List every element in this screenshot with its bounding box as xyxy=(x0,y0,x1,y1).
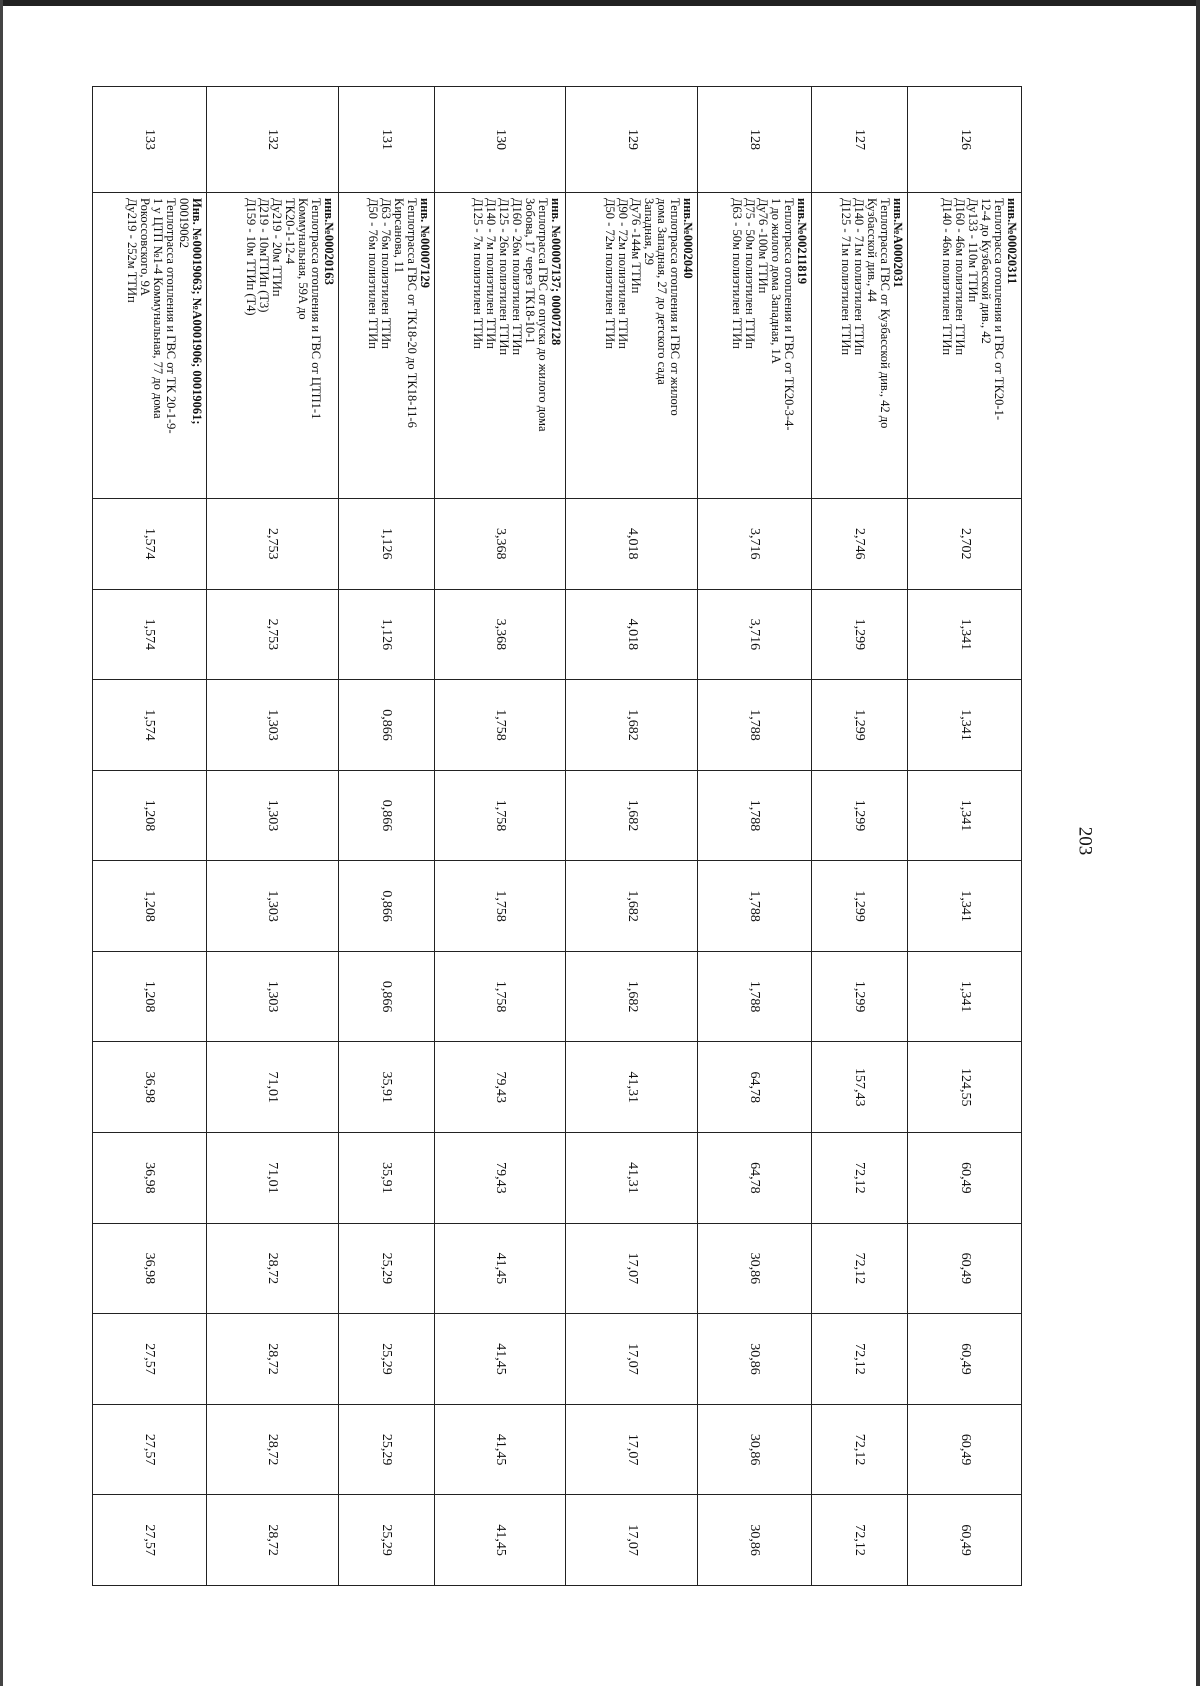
value-cell: 1,682 xyxy=(566,861,698,952)
description-line: Д50 - 76м полиэтилен ТТИп xyxy=(365,198,380,349)
value-cell: 28,72 xyxy=(206,1495,338,1586)
value-cell: 72,12 xyxy=(811,1314,907,1405)
value-cell: 2,702 xyxy=(908,499,1022,590)
value-cell: 28,72 xyxy=(206,1404,338,1495)
value-cell: 30,86 xyxy=(697,1223,811,1314)
description-line: Д90 - 72м полиэтилен ТТИп xyxy=(615,198,630,349)
row-number: 133 xyxy=(93,87,207,193)
row-description xyxy=(697,193,811,499)
inventory-number: инв.№00211819 xyxy=(794,198,809,285)
table-row xyxy=(697,87,811,1586)
description-line: Рокоссовского, 9А xyxy=(137,198,152,296)
value-cell: 41,45 xyxy=(434,1314,566,1405)
row-description xyxy=(811,193,907,499)
value-cell: 27,57 xyxy=(93,1314,207,1405)
description-line: Коммунальная, 59А до xyxy=(295,198,310,320)
description-line: Ду133 - 110м ТТИп xyxy=(966,198,980,303)
row-number: 131 xyxy=(338,87,434,193)
value-cell: 0,866 xyxy=(338,770,434,861)
value-cell: 41,45 xyxy=(434,1495,566,1586)
value-cell: 1,788 xyxy=(697,770,811,861)
value-cell: 1,299 xyxy=(811,680,907,771)
description-line: Ду219 - 20м ТТИп xyxy=(269,198,284,297)
value-cell: 0,866 xyxy=(338,951,434,1042)
table-row xyxy=(908,87,1022,1586)
row-number: 128 xyxy=(697,87,811,193)
description-line: Теплотрасса отопления и ГВС от жилого xyxy=(667,198,682,416)
description-line: 1 у ЦТП №1-4 Коммунальная, 77 до дома xyxy=(150,198,165,419)
value-cell: 17,07 xyxy=(566,1404,698,1495)
description-line: Теплотрасса отопления и ГВС от ТК 20-1-9- xyxy=(163,198,178,434)
value-cell: 1,208 xyxy=(93,951,207,1042)
value-cell: 2,746 xyxy=(811,499,907,590)
description-line: Д160 - 46м полиэтилен ТТИп xyxy=(953,198,967,356)
value-cell: 3,368 xyxy=(434,589,566,680)
value-cell: 1,299 xyxy=(811,770,907,861)
value-cell: 27,57 xyxy=(93,1404,207,1495)
description-line: 00019062 xyxy=(176,198,191,248)
inventory-number: инв.№00020311 xyxy=(1005,198,1019,285)
description-line: ТК20-1-12-4 xyxy=(282,198,297,264)
value-cell: 72,12 xyxy=(811,1495,907,1586)
value-cell: 25,29 xyxy=(338,1314,434,1405)
value-cell: 1,758 xyxy=(434,861,566,952)
value-cell: 4,018 xyxy=(566,499,698,590)
value-cell: 1,341 xyxy=(908,589,1022,680)
value-cell: 1,303 xyxy=(206,680,338,771)
row-description xyxy=(338,193,434,499)
description-line: Д219 - 10мТТИп (Т3) xyxy=(256,198,271,313)
description-line: Д140 - 71м полиэтилен ТТИп xyxy=(852,198,867,356)
rotated-table-area xyxy=(92,86,1022,1586)
value-cell: 1,208 xyxy=(93,770,207,861)
description-line: Кирсанова, 11 xyxy=(391,198,406,274)
description-line: Кузбасской див., 44 xyxy=(865,198,880,302)
value-cell: 41,45 xyxy=(434,1404,566,1495)
value-cell: 1,126 xyxy=(338,589,434,680)
row-description xyxy=(434,193,566,499)
value-cell: 1,758 xyxy=(434,680,566,771)
value-cell: 41,31 xyxy=(566,1133,698,1224)
table-body xyxy=(93,87,1022,1586)
value-cell: 35,91 xyxy=(338,1133,434,1224)
description-line: Д140 - 46м полиэтилен ТТИп xyxy=(940,198,954,356)
value-cell: 71,01 xyxy=(206,1042,338,1133)
row-number: 132 xyxy=(206,87,338,193)
value-cell: 60,49 xyxy=(908,1495,1022,1586)
value-cell: 1,299 xyxy=(811,589,907,680)
row-description xyxy=(566,193,698,499)
value-cell: 25,29 xyxy=(338,1223,434,1314)
value-cell: 1,788 xyxy=(697,680,811,771)
value-cell: 71,01 xyxy=(206,1133,338,1224)
value-cell: 1,303 xyxy=(206,770,338,861)
value-cell: 60,49 xyxy=(908,1223,1022,1314)
row-number: 130 xyxy=(434,87,566,193)
value-cell: 3,716 xyxy=(697,589,811,680)
value-cell: 1,341 xyxy=(908,861,1022,952)
inventory-number: Инв. №00019063; №А0001906; 00019061; xyxy=(189,198,204,425)
row-description xyxy=(206,193,338,499)
description-line: Западная, 29 xyxy=(641,198,656,265)
row-number: 129 xyxy=(566,87,698,193)
inventory-number: инв.№00020163 xyxy=(321,198,336,285)
table-row xyxy=(93,87,207,1586)
value-cell: 3,368 xyxy=(434,499,566,590)
value-cell: 64,78 xyxy=(697,1042,811,1133)
description-line: Д50 - 72м полиэтилен ТТИп xyxy=(602,198,617,349)
value-cell: 1,208 xyxy=(93,861,207,952)
row-description xyxy=(908,193,1022,499)
value-cell: 36,98 xyxy=(93,1223,207,1314)
value-cell: 1,341 xyxy=(908,770,1022,861)
inventory-number: инв. №00007137; 00007128 xyxy=(549,198,564,346)
value-cell: 41,31 xyxy=(566,1042,698,1133)
row-description xyxy=(93,193,207,499)
value-cell: 25,29 xyxy=(338,1495,434,1586)
value-cell: 79,43 xyxy=(434,1042,566,1133)
value-cell: 1,758 xyxy=(434,951,566,1042)
value-cell: 17,07 xyxy=(566,1495,698,1586)
description-line: Теплотрасса ГВС от ТК18-20 до ТК18-11-6 xyxy=(404,198,419,428)
value-cell: 30,86 xyxy=(697,1314,811,1405)
table-row xyxy=(338,87,434,1586)
value-cell: 1,788 xyxy=(697,951,811,1042)
description-line: Теплотрасса ГВС от опуска до жилого дома xyxy=(536,198,551,432)
value-cell: 72,12 xyxy=(811,1404,907,1495)
value-cell: 30,86 xyxy=(697,1495,811,1586)
value-cell: 72,12 xyxy=(811,1223,907,1314)
value-cell: 2,753 xyxy=(206,589,338,680)
description-line: Д63 - 50м полиэтилен ТТИп xyxy=(729,198,744,349)
description-line: 12-4 до Кузбасской див., 42 xyxy=(979,198,993,344)
description-line: 1 до жилого дома Западная, 1А xyxy=(768,198,783,364)
description-line: Теплотрасса отопления и ГВС от ТК20-1- xyxy=(992,198,1006,420)
page-number: 203 xyxy=(1074,826,1096,856)
value-cell: 4,018 xyxy=(566,589,698,680)
value-cell: 1,682 xyxy=(566,951,698,1042)
value-cell: 1,126 xyxy=(338,499,434,590)
value-cell: 1,303 xyxy=(206,861,338,952)
value-cell: 79,43 xyxy=(434,1133,566,1224)
value-cell: 124,55 xyxy=(908,1042,1022,1133)
scan-edge-top xyxy=(0,0,1200,6)
value-cell: 2,753 xyxy=(206,499,338,590)
value-cell: 28,72 xyxy=(206,1314,338,1405)
description-line: Теплотрасса ГВС от Кузбасской див., 42 до xyxy=(878,198,893,429)
description-line: Д63 - 76м полиэтилен ТТИп xyxy=(378,198,393,349)
value-cell: 36,98 xyxy=(93,1133,207,1224)
value-cell: 1,788 xyxy=(697,861,811,952)
heat-network-table xyxy=(92,86,1022,1586)
scan-edge-right xyxy=(1196,0,1200,1686)
value-cell: 60,49 xyxy=(908,1133,1022,1224)
inventory-number: инв. №00007129 xyxy=(417,198,432,288)
value-cell: 1,574 xyxy=(93,499,207,590)
value-cell: 3,716 xyxy=(697,499,811,590)
value-cell: 72,12 xyxy=(811,1133,907,1224)
value-cell: 17,07 xyxy=(566,1314,698,1405)
rotated-table-inner xyxy=(92,86,1022,1586)
description-line: Зобова, 17 через ТК18-10-1 xyxy=(523,198,538,344)
table-row xyxy=(566,87,698,1586)
value-cell: 25,29 xyxy=(338,1404,434,1495)
description-line: Теплотрасса отопления и ГВС от ЦТП1-1 xyxy=(308,198,323,420)
table-row xyxy=(811,87,907,1586)
description-line: Д140 - 7м полиэтилен ТТИп xyxy=(484,198,499,349)
value-cell: 1,299 xyxy=(811,951,907,1042)
description-line: Д125 - 7м полиэтилен ТТИп xyxy=(471,198,486,349)
value-cell: 1,758 xyxy=(434,770,566,861)
value-cell: 0,866 xyxy=(338,680,434,771)
value-cell: 157,43 xyxy=(811,1042,907,1133)
description-line: Д125 - 71м полиэтилен ТТИп xyxy=(839,198,854,356)
value-cell: 1,682 xyxy=(566,680,698,771)
value-cell: 1,299 xyxy=(811,861,907,952)
value-cell: 36,98 xyxy=(93,1042,207,1133)
description-line: Д125 - 26м полиэтилен ТТИп xyxy=(497,198,512,356)
description-line: Д75 - 50м полиэтилен ТТИп xyxy=(742,198,757,349)
description-line: Ду76 -144м ТТИп xyxy=(628,198,643,294)
inventory-number: инв.№0002040 xyxy=(680,198,695,279)
description-line: Ду76 -100м ТТИп xyxy=(755,198,770,294)
value-cell: 1,303 xyxy=(206,951,338,1042)
value-cell: 35,91 xyxy=(338,1042,434,1133)
value-cell: 60,49 xyxy=(908,1404,1022,1495)
inventory-number: инв.№А0002031 xyxy=(891,198,906,288)
row-number: 126 xyxy=(908,87,1022,193)
value-cell: 1,574 xyxy=(93,680,207,771)
value-cell: 27,57 xyxy=(93,1495,207,1586)
row-number: 127 xyxy=(811,87,907,193)
value-cell: 1,574 xyxy=(93,589,207,680)
description-line: Теплотрасса отопления и ГВС от ТК20-3-4- xyxy=(781,198,796,431)
value-cell: 1,341 xyxy=(908,951,1022,1042)
value-cell: 1,341 xyxy=(908,680,1022,771)
description-line: дома Западная, 27 до детского сада xyxy=(654,198,669,385)
value-cell: 28,72 xyxy=(206,1223,338,1314)
value-cell: 41,45 xyxy=(434,1223,566,1314)
value-cell: 30,86 xyxy=(697,1404,811,1495)
value-cell: 17,07 xyxy=(566,1223,698,1314)
value-cell: 1,682 xyxy=(566,770,698,861)
table-row xyxy=(206,87,338,1586)
value-cell: 0,866 xyxy=(338,861,434,952)
description-line: Д160 - 26м полиэтилен ТТИп xyxy=(510,198,525,356)
table-row xyxy=(434,87,566,1586)
value-cell: 60,49 xyxy=(908,1314,1022,1405)
value-cell: 64,78 xyxy=(697,1133,811,1224)
scan-edge-left xyxy=(0,0,3,1686)
description-line: Д159 - 10м ТТИп (Т4) xyxy=(243,198,258,316)
description-line: Ду219 - 252м ТТИп xyxy=(124,198,139,303)
